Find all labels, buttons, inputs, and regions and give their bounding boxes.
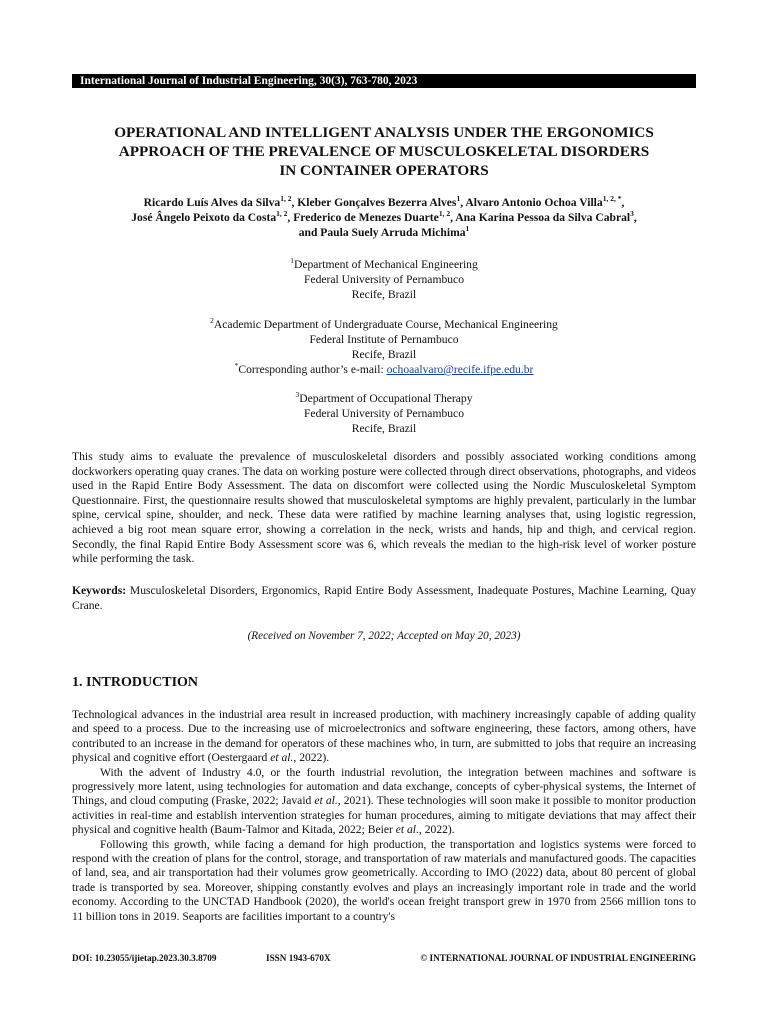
title-line-2: APPROACH OF THE PREVALENCE OF MUSCULOSKELETAL DISORDERS bbox=[118, 143, 650, 160]
affiliation-inst: Federal Institute of Pernambuco bbox=[309, 333, 459, 346]
corresponding-author bbox=[60, 362, 708, 377]
author-line-1 bbox=[60, 195, 708, 210]
affiliation-3 bbox=[60, 391, 708, 436]
paragraph-3: Following this growth, while facing a demand for high production, the transportation and logistics systems were forced to respond with the creation of plans for the control, storage, and transportation of raw materials and manufactured goods. The capacities of land, sea, and air transportation had their volumes grow geometrically. According to IMO (2022) data, about 80 percent of global trade is transported by sea. Moreover, shipping constantly evolves and plays an increasingly important role in trade and the world economy. According to the UNCTAD Handbook (2020), the world's ocean freight transport grew in 1970 from 2566 million tons to 11 billion tons in 2019. Seaports are facilities important to a country's bbox=[72, 837, 696, 923]
affiliation-city: Recife, Brazil bbox=[351, 348, 417, 361]
author-name: , Ana Karina Pessoa da Silva Cabral bbox=[450, 211, 631, 224]
author-name: , Frederico de Menezes Duarte bbox=[287, 211, 439, 224]
affiliation-sup: 1 bbox=[290, 256, 294, 266]
affiliation-inst: Federal University of Pernambuco bbox=[303, 407, 464, 420]
author-separator: , bbox=[633, 211, 637, 224]
paragraph-text: ., 2022). bbox=[416, 823, 455, 837]
footer-issn: ISSN 1943-670X bbox=[266, 953, 331, 963]
affiliation-sup: 2 bbox=[210, 316, 214, 326]
paragraph-text: With the advent of Industry 4.0, or the fourth industrial revolution, the integration between machines and software is progressively more latent, using technologies for automation and data exchange, concepts of cyber-physical systems, the Internet of Things, and cloud computing (Fraske, 2022; Javaid bbox=[72, 765, 696, 808]
affiliation-dept-text: Academic Department of Undergraduate Course, Mechanical Engineering bbox=[213, 318, 558, 331]
author-affil-sup: 1, 2 bbox=[438, 209, 451, 219]
received-dates: (Received on November 7, 2022; Accepted on May 20, 2023) bbox=[247, 630, 521, 642]
paragraph-text: Technological advances in the industrial area result in increased production, with machinery increasingly capable of adding quality and speed to a process. Due to the increasing use of microelectronics and software engineering, these factors, among others, have contributed to an increase in the demand for operators of these machines who, in turn, are submitted to jobs that require an increasing physical and cognitive effort (Oestergaard bbox=[72, 708, 696, 765]
affiliation-dept bbox=[60, 391, 708, 406]
author-affil-sup: 1, 2 bbox=[280, 194, 292, 204]
paragraph-1 bbox=[72, 708, 696, 766]
author-list bbox=[60, 195, 708, 240]
affiliation-sup: 3 bbox=[295, 390, 300, 400]
introduction-body bbox=[72, 708, 696, 924]
affiliation-2 bbox=[60, 317, 708, 377]
keywords-label: Keywords: bbox=[72, 584, 127, 597]
title-line-3: IN CONTAINER OPERATORS bbox=[279, 162, 489, 179]
affiliation-1 bbox=[60, 257, 708, 302]
author-line-3 bbox=[60, 225, 708, 240]
paragraph-text: , 2022). bbox=[293, 751, 330, 765]
corresponding-label: Corresponding author’s e-mail: bbox=[238, 363, 387, 376]
author-affil-sup: 1, 2 bbox=[276, 209, 288, 219]
affiliation-city: Recife, Brazil bbox=[351, 422, 417, 435]
paragraph-text: 2021). These technologies will soon make it possible to monitor production activities in real-time and establish intervention strategies for human procedures, aiming to mitigate deviations that may affect their physical and cognitive health (Baum-Talmor and Kitada, 2022; Beier bbox=[72, 794, 696, 837]
citation-etal: et al. bbox=[270, 751, 294, 765]
journal-citation: International Journal of Industrial Engineering, 30(3), 763-780, 2023 bbox=[80, 75, 418, 87]
author-affil-sup: 1 bbox=[456, 194, 461, 204]
author-affil-sup: 1 bbox=[465, 224, 470, 234]
author-name: José Ângelo Peixoto da Costa bbox=[131, 211, 277, 224]
affiliation-dept-text: Department of Occupational Therapy bbox=[299, 392, 473, 405]
abstract: This study aims to evaluate the prevalence of musculoskeletal disorders and possibly associated working conditions among dockworkers operating quay cranes. The data on working posture were collected through direct observations, photographs, and videos used in the Rapid Entire Body Assessment. The data on discomfort were collected using the Nordic Musculoskeletal Symptom Questionnaire. First, the questionnaire results showed that musculoskeletal symptoms are highly prevalent, particularly in the lumbar spine, cervical spine, shoulder, and neck. These data were ratified by machine learning analyses that, using logistic regression, achieved a big root mean square error, showing a correlation in the neck, wrists and hands, hip and thigh, and cervical region. Secondly, the final Rapid Entire Body Assessment score was 6, which reveals the median to the high-risk level of worker posture while performing the task. bbox=[72, 450, 696, 566]
corresponding-email-link[interactable]: ochoaalvaro@recife.ifpe.edu.br bbox=[386, 363, 534, 376]
paragraph-2 bbox=[72, 766, 696, 838]
author-name: and Paula Suely Arruda Michima bbox=[298, 226, 466, 239]
citation-etal: et al bbox=[395, 823, 417, 837]
page-footer bbox=[72, 951, 696, 965]
author-affil-sup: 1, 2, * bbox=[602, 194, 622, 204]
author-name: Ricardo Luís Alves da Silva bbox=[143, 196, 281, 209]
paper-title bbox=[60, 123, 708, 180]
section-heading: 1. INTRODUCTION bbox=[72, 675, 199, 690]
journal-header-bar bbox=[72, 74, 696, 88]
author-separator: , bbox=[621, 196, 625, 209]
author-name: , Kleber Gonçalves Bezerra Alves bbox=[291, 196, 457, 209]
affiliation-city: Recife, Brazil bbox=[351, 288, 417, 301]
footer-copyright: © INTERNATIONAL JOURNAL OF INDUSTRIAL ENGINEERING bbox=[420, 953, 696, 963]
footer-doi: DOI: 10.23055/ijietap.2023.30.3.8709 bbox=[72, 953, 217, 963]
author-line-2 bbox=[60, 210, 708, 225]
keywords-text: Musculoskeletal Disorders, Ergonomics, Rapid Entire Body Assessment, Inadequate Postures, Machine Learning, Quay Crane. bbox=[72, 584, 696, 612]
title-line-1: OPERATIONAL AND INTELLIGENT ANALYSIS UNDER THE ERGONOMICS bbox=[114, 124, 654, 141]
citation-etal: et al., bbox=[314, 794, 341, 808]
affiliation-dept-text: Department of Mechanical Engineering bbox=[293, 258, 478, 271]
author-affil-sup: 3 bbox=[630, 209, 634, 219]
corresponding-sup: * bbox=[234, 361, 239, 371]
author-name: , Alvaro Antonio Ochoa Villa bbox=[460, 196, 603, 209]
affiliation-dept bbox=[60, 317, 708, 332]
keywords bbox=[72, 584, 696, 613]
affiliation-inst: Federal University of Pernambuco bbox=[303, 273, 464, 286]
affiliation-dept bbox=[60, 257, 708, 272]
